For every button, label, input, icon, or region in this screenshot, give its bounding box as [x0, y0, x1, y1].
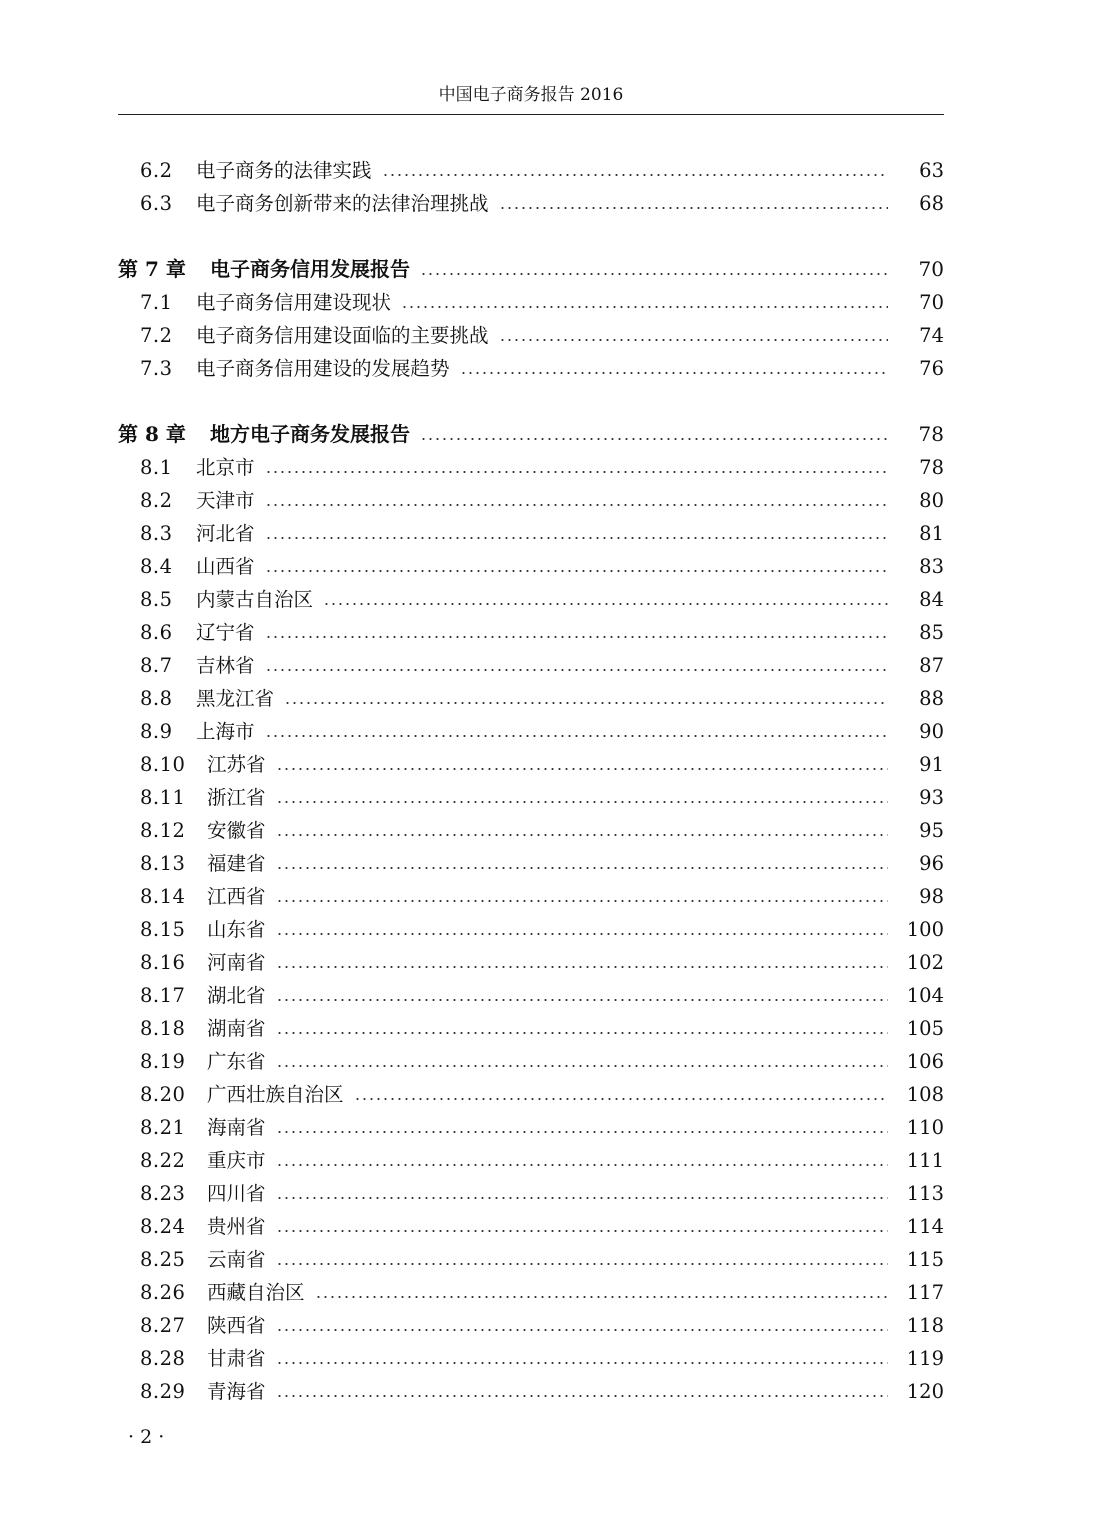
header-title: 中国电子商务报告 2016	[438, 85, 624, 105]
toc-section-row[interactable]	[118, 616, 944, 649]
toc-entry-number: 8.7	[140, 654, 173, 677]
toc-entry-page: 113	[906, 1182, 944, 1205]
toc-section-row[interactable]	[118, 913, 944, 946]
toc-section-row[interactable]	[118, 187, 944, 220]
toc-entry-number: 8.1	[140, 456, 173, 479]
toc-entry-number: 8.9	[140, 720, 173, 743]
toc-section-row[interactable]	[118, 649, 944, 682]
toc-entry-title: 电子商务信用建设面临的主要挑战	[196, 324, 489, 347]
toc-section-row[interactable]	[118, 1144, 944, 1177]
dot-leader	[460, 372, 888, 374]
dot-leader	[265, 570, 888, 572]
toc-entry-title: 重庆市	[207, 1149, 266, 1172]
toc-entry-title: 电子商务信用发展报告	[210, 257, 410, 281]
toc-entry-number: 8.21	[140, 1116, 186, 1139]
toc-entry-title: 贵州省	[207, 1215, 266, 1238]
toc-section-row[interactable]	[118, 814, 944, 847]
dot-leader	[323, 603, 888, 605]
dot-leader	[276, 768, 888, 770]
toc-entry-page: 96	[919, 852, 944, 875]
dot-leader	[276, 966, 888, 968]
dot-leader	[276, 933, 888, 935]
toc-entry-number: 7.2	[140, 324, 173, 347]
toc-section-row[interactable]	[118, 1309, 944, 1342]
toc-entry-page: 74	[919, 324, 944, 347]
dot-leader	[276, 1032, 888, 1034]
toc-entry-number: 第 7 章	[118, 257, 186, 281]
toc-entry-page: 68	[919, 192, 944, 215]
toc-entry-number: 8.20	[140, 1083, 186, 1106]
toc-section-row[interactable]	[118, 1243, 944, 1276]
table-of-contents	[118, 154, 944, 1408]
toc-entry-title: 江西省	[207, 885, 266, 908]
dot-leader	[276, 999, 888, 1001]
toc-entry-title: 山东省	[207, 918, 266, 941]
dot-leader	[420, 273, 888, 275]
toc-entry-number: 6.2	[140, 159, 173, 182]
toc-entry-page: 117	[906, 1281, 944, 1304]
toc-section-row[interactable]	[118, 484, 944, 517]
toc-entry-number: 8.18	[140, 1017, 186, 1040]
toc-entry-number: 8.17	[140, 984, 186, 1007]
toc-section-row[interactable]	[118, 1111, 944, 1144]
toc-entry-number: 8.25	[140, 1248, 186, 1271]
toc-entry-title: 河南省	[207, 951, 266, 974]
dot-leader	[276, 801, 888, 803]
dot-leader	[265, 537, 888, 539]
dot-leader	[276, 1395, 888, 1397]
toc-section-row[interactable]	[118, 1045, 944, 1078]
dot-leader	[499, 339, 888, 341]
toc-entry-title: 山西省	[196, 555, 255, 578]
toc-entry-title: 辽宁省	[196, 621, 255, 644]
toc-section-row[interactable]	[118, 1078, 944, 1111]
dot-leader	[276, 1065, 888, 1067]
dot-leader	[265, 735, 888, 737]
toc-entry-page: 104	[906, 984, 944, 1007]
dot-leader	[315, 1296, 888, 1298]
toc-entry-number: 8.2	[140, 489, 173, 512]
toc-section-row[interactable]	[118, 979, 944, 1012]
toc-entry-title: 甘肃省	[207, 1347, 266, 1370]
toc-entry-title: 陕西省	[207, 1314, 266, 1337]
toc-section-row[interactable]	[118, 352, 944, 385]
toc-entry-title: 北京市	[196, 456, 255, 479]
dot-leader	[265, 471, 888, 473]
toc-entry-page: 118	[906, 1314, 944, 1337]
dot-leader	[276, 1230, 888, 1232]
toc-entry-page: 108	[906, 1083, 944, 1106]
dot-leader	[276, 900, 888, 902]
toc-section-row[interactable]	[118, 550, 944, 583]
toc-entry-title: 海南省	[207, 1116, 266, 1139]
toc-entry-title: 上海市	[196, 720, 255, 743]
toc-entry-title: 天津市	[196, 489, 255, 512]
toc-section-row[interactable]	[118, 154, 944, 187]
toc-section-row[interactable]	[118, 1012, 944, 1045]
toc-entry-title: 电子商务创新带来的法律治理挑战	[196, 192, 489, 215]
toc-entry-page: 81	[919, 522, 944, 545]
toc-entry-title: 电子商务信用建设的发展趋势	[196, 357, 450, 380]
dot-leader	[382, 174, 888, 176]
toc-section-row[interactable]	[118, 715, 944, 748]
toc-entry-number: 8.11	[140, 786, 186, 809]
toc-entry-number: 8.15	[140, 918, 186, 941]
toc-entry-page: 120	[906, 1380, 944, 1403]
toc-entry-page: 90	[919, 720, 944, 743]
dot-leader	[499, 207, 888, 209]
toc-entry-page: 102	[906, 951, 944, 974]
toc-entry-number: 8.27	[140, 1314, 186, 1337]
toc-entry-page: 93	[919, 786, 944, 809]
toc-entry-page: 78	[919, 456, 944, 479]
toc-entry-number: 8.24	[140, 1215, 186, 1238]
toc-section-row[interactable]	[118, 847, 944, 880]
dot-leader	[276, 1164, 888, 1166]
toc-entry-page: 88	[919, 687, 944, 710]
toc-entry-page: 91	[919, 753, 944, 776]
toc-entry-page: 76	[919, 357, 944, 380]
toc-entry-title: 安徽省	[207, 819, 266, 842]
toc-chapter-row[interactable]	[118, 418, 944, 451]
toc-entry-number: 8.28	[140, 1347, 186, 1370]
toc-entry-title: 江苏省	[207, 753, 266, 776]
toc-entry-title: 四川省	[207, 1182, 266, 1205]
toc-entry-number: 8.23	[140, 1182, 186, 1205]
dot-leader	[265, 504, 888, 506]
toc-entry-page: 85	[919, 621, 944, 644]
toc-entry-title: 福建省	[207, 852, 266, 875]
toc-section-row[interactable]	[118, 1177, 944, 1210]
toc-entry-page: 115	[906, 1248, 944, 1271]
toc-entry-number: 8.6	[140, 621, 173, 644]
toc-entry-title: 西藏自治区	[207, 1281, 305, 1304]
toc-section-row[interactable]	[118, 319, 944, 352]
toc-entry-number: 8.29	[140, 1380, 186, 1403]
toc-entry-page: 114	[906, 1215, 944, 1238]
toc-entry-number: 8.3	[140, 522, 173, 545]
toc-entry-title: 河北省	[196, 522, 255, 545]
toc-entry-number: 7.3	[140, 357, 173, 380]
dot-leader	[276, 867, 888, 869]
toc-entry-number: 8.16	[140, 951, 186, 974]
toc-section-row[interactable]	[118, 1342, 944, 1375]
toc-section-row[interactable]	[118, 583, 944, 616]
toc-entry-page: 95	[919, 819, 944, 842]
toc-entry-number: 6.3	[140, 192, 173, 215]
toc-section-row[interactable]	[118, 946, 944, 979]
toc-entry-number: 8.8	[140, 687, 173, 710]
toc-entry-title: 地方电子商务发展报告	[210, 422, 410, 446]
toc-entry-page: 119	[906, 1347, 944, 1370]
toc-section-row[interactable]	[118, 451, 944, 484]
toc-entry-title: 湖北省	[207, 984, 266, 1007]
running-header	[118, 80, 944, 115]
page-number-footer: · 2 ·	[128, 1426, 165, 1448]
toc-section-row[interactable]	[118, 1210, 944, 1243]
toc-entry-number: 8.22	[140, 1149, 186, 1172]
dot-leader	[284, 702, 888, 704]
dot-leader	[276, 1197, 888, 1199]
dot-leader	[354, 1098, 888, 1100]
toc-entry-title: 广西壮族自治区	[207, 1083, 344, 1106]
toc-section-row[interactable]	[118, 1276, 944, 1309]
toc-entry-title: 吉林省	[196, 654, 255, 677]
toc-entry-page: 98	[919, 885, 944, 908]
toc-entry-page: 83	[919, 555, 944, 578]
toc-entry-page: 78	[918, 422, 944, 446]
toc-entry-title: 青海省	[207, 1380, 266, 1403]
dot-leader	[265, 636, 888, 638]
toc-entry-title: 浙江省	[207, 786, 266, 809]
dot-leader	[276, 834, 888, 836]
toc-entry-page: 70	[918, 257, 944, 281]
toc-entry-page: 100	[906, 918, 944, 941]
toc-entry-page: 87	[919, 654, 944, 677]
dot-leader	[265, 669, 888, 671]
toc-entry-title: 黑龙江省	[196, 687, 275, 710]
toc-section-row[interactable]	[118, 880, 944, 913]
toc-section-row[interactable]	[118, 682, 944, 715]
toc-entry-page: 106	[906, 1050, 944, 1073]
toc-section-row[interactable]	[118, 286, 944, 319]
toc-entry-number: 8.19	[140, 1050, 186, 1073]
dot-leader	[276, 1131, 888, 1133]
dot-leader	[276, 1263, 888, 1265]
toc-entry-page: 111	[906, 1149, 944, 1172]
toc-entry-page: 105	[906, 1017, 944, 1040]
toc-entry-number: 7.1	[140, 291, 173, 314]
toc-entry-number: 8.14	[140, 885, 186, 908]
toc-entry-page: 110	[906, 1116, 944, 1139]
toc-entry-page: 70	[919, 291, 944, 314]
toc-entry-number: 第 8 章	[118, 422, 186, 446]
toc-entry-number: 8.26	[140, 1281, 186, 1304]
toc-entry-title: 云南省	[207, 1248, 266, 1271]
toc-chapter-row[interactable]	[118, 253, 944, 286]
toc-entry-title: 广东省	[207, 1050, 266, 1073]
toc-entry-page: 80	[919, 489, 944, 512]
toc-entry-number: 8.13	[140, 852, 186, 875]
toc-entry-number: 8.10	[140, 753, 186, 776]
dot-leader	[276, 1362, 888, 1364]
toc-section-row[interactable]	[118, 748, 944, 781]
dot-leader	[420, 438, 888, 440]
toc-section-row[interactable]	[118, 1375, 944, 1408]
toc-entry-title: 电子商务信用建设现状	[196, 291, 392, 314]
dot-leader	[401, 306, 888, 308]
toc-entry-number: 8.5	[140, 588, 173, 611]
toc-entry-page: 63	[919, 159, 944, 182]
toc-entry-number: 8.4	[140, 555, 173, 578]
toc-entry-number: 8.12	[140, 819, 186, 842]
toc-entry-title: 内蒙古自治区	[196, 588, 314, 611]
toc-entry-title: 电子商务的法律实践	[196, 159, 372, 182]
toc-section-row[interactable]	[118, 517, 944, 550]
toc-entry-page: 84	[919, 588, 944, 611]
toc-section-row[interactable]	[118, 781, 944, 814]
dot-leader	[276, 1329, 888, 1331]
toc-entry-title: 湖南省	[207, 1017, 266, 1040]
